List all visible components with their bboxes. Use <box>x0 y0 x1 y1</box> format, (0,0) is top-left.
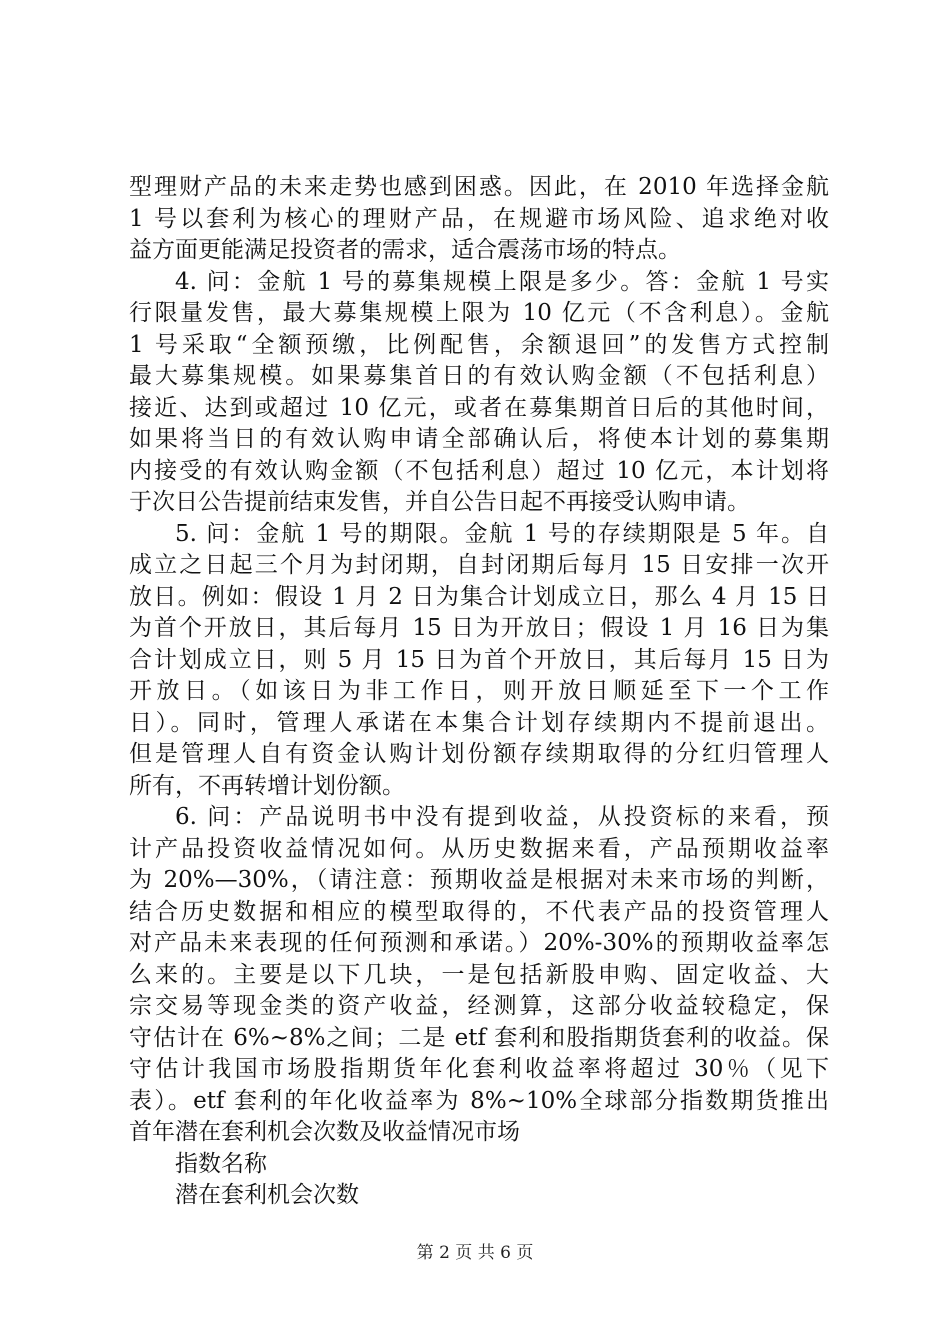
text-line: 放日。例如：假设 1 月 2 日为集合计划成立日，那么 4 月 15 日 <box>129 583 829 610</box>
text-line: 为 20%—30%，（请注意：预期收益是根据对未来市场的判断， <box>129 867 829 893</box>
document-body <box>129 172 829 1212</box>
text-line: 行限量发售，最大募集规模上限为 10 亿元（不含利息）。金航 <box>129 300 829 326</box>
text-line: 但是管理人自有资金认购计划份额存续期取得的分红归管理人 <box>129 741 829 767</box>
text-line: 为首个开放日，其后每月 15 日为开放日；假设 1 月 16 日为集 <box>129 615 829 641</box>
text-line: 4. 问：金航 1 号的募集规模上限是多少。答：金航 1 号实 <box>175 268 829 295</box>
text-line: 结合历史数据和相应的模型取得的，不代表产品的投资管理人 <box>129 898 829 925</box>
text-line: 么来的。主要是以下几块，一是包括新股申购、固定收益、大 <box>129 961 829 988</box>
text-line: 型理财产品的未来走势也感到困惑。因此，在 2010 年选择金航 <box>129 174 829 200</box>
text-line: 1 号采取“全额预缴，比例配售，余额退回”的发售方式控制 <box>129 331 829 358</box>
text-line: 6. 问：产品说明书中没有提到收益，从投资标的来看，预 <box>175 804 829 830</box>
text-line: 指数名称 <box>175 1150 267 1177</box>
text-line: 最大募集规模。如果募集首日的有效认购金额（不包括利息） <box>129 363 829 389</box>
text-line: 首年潜在套利机会次数及收益情况市场 <box>129 1119 520 1145</box>
text-line: 宗交易等现金类的资产收益，经测算，这部分收益较稳定，保 <box>129 993 829 1019</box>
text-line: 5. 问：金航 1 号的期限。金航 1 号的存续期限是 5 年。自 <box>175 520 829 547</box>
page-footer: 第 2 页 共 6 页 <box>416 1243 534 1263</box>
text-line: 日）。同时，管理人承诺在本集合计划存续期内不提前退出。 <box>129 709 829 736</box>
text-line: 于次日公告提前结束发售，并自公告日起不再接受认购申请。 <box>129 489 750 515</box>
text-line: 开放日。（如该日为非工作日，则开放日顺延至下一个工作 <box>129 678 829 704</box>
text-line: 计产品投资收益情况如何。从历史数据来看，产品预期收益率 <box>129 835 829 862</box>
text-line: 对产品未来表现的任何预测和承诺。）20%-30%的预期收益率怎 <box>129 930 829 956</box>
text-line: 所有，不再转增计划份额。 <box>129 772 405 799</box>
text-line: 合计划成立日，则 5 月 15 日为首个开放日，其后每月 15 日为 <box>129 646 829 673</box>
text-line: 守估计我国市场股指期货年化套利收益率将超过 30％（见下 <box>129 1056 829 1082</box>
text-line: 内接受的有效认购金额（不包括利息）超过 10 亿元，本计划将 <box>129 457 829 484</box>
text-line: 潜在套利机会次数 <box>175 1182 359 1208</box>
text-line: 1 号以套利为核心的理财产品，在规避市场风险、追求绝对收 <box>129 205 829 232</box>
text-line: 表）。etf 套利的年化收益率为 8%~10%全球部分指数期货推出 <box>129 1087 829 1114</box>
text-line: 成立之日起三个月为封闭期，自封闭期后每月 15 日安排一次开 <box>129 552 829 578</box>
text-line: 如果将当日的有效认购申请全部确认后，将使本计划的募集期 <box>129 426 829 452</box>
text-line: 守估计在 6%~8%之间；二是 etf 套利和股指期货套利的收益。保 <box>129 1024 829 1051</box>
text-line: 接近、达到或超过 10 亿元，或者在募集期首日后的其他时间， <box>129 394 829 421</box>
text-line: 益方面更能满足投资者的需求，适合震荡市场的特点。 <box>129 237 681 263</box>
